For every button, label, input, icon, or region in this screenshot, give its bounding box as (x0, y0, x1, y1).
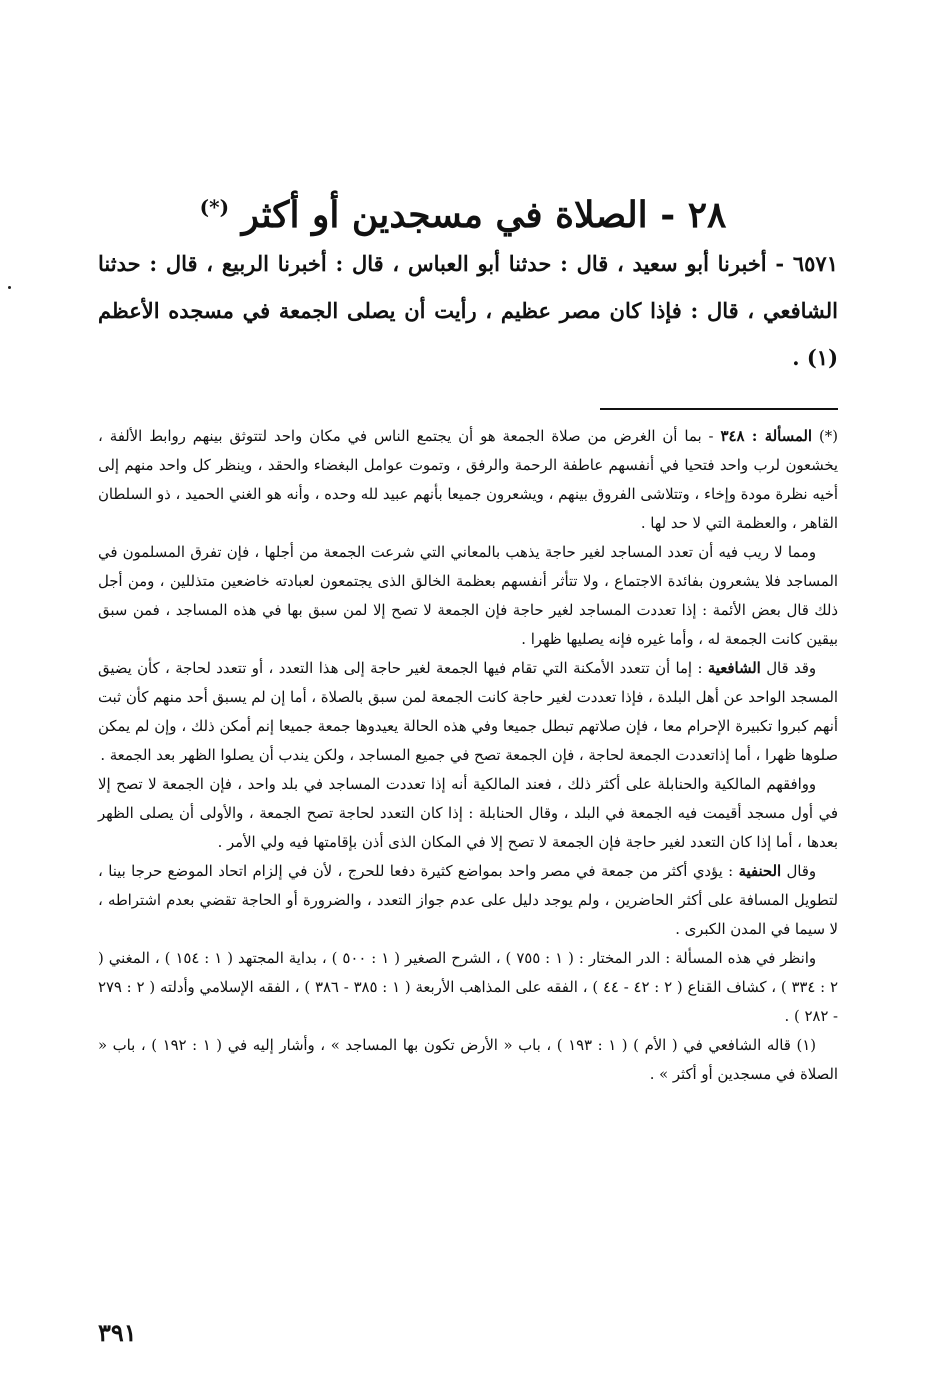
note-p3-lead: وقد قال (760, 660, 816, 677)
note-p5-text: : يؤدي أكثر من جمعة في مصر واحد بمواضع كثيرة دفعا للحرج ، لأن في إلزام اتحاد الموضع حرجا بينا ، لتطويل المسافة على أكثر الحاضرين ، ولم يوجد دليل على عدم جواز التعدد ، والضرورة أو الحاجة تقضي بعدم اشتراطه ، لا سيما في المدن الكبرى . (98, 863, 838, 938)
footnote-separator (600, 408, 838, 410)
note-star-marker: (*) (819, 428, 838, 445)
note-star (98, 422, 838, 538)
note-paragraph-4: ووافقهم المالكية والحنابلة على أكثر ذلك ، فعند المالكية أنه إذا تعددت المساجد في بلد واحد ، فإن الجمعة لا تصح إلا في أول مسجد أقيمت فيه الجمعة في البلد ، وقال الحنابلة : إذا كان التعدد لحاجة تصح الجمعة ، والأولى أن يصلى الظهر بعدها ، أما إذا كان التعدد لغير حاجة فإن الجمعة لا تصح إلا في المكان الذى أذن بإقامتها فيه ولي الأمر . (98, 776, 838, 851)
chapter-footnote-marker: (*) (199, 195, 230, 219)
page-number: ٣٩١ (98, 1318, 137, 1347)
note-star-text: - بما أن الغرض من صلاة الجمعة هو أن يجتمع الناس في مكان واحد لتتوثق بينهم روابط الألفة ، يخشعون لرب واحد فتحيا في أنفسهم عاطفة الرحمة والرفق ، وتموت عوامل البغضاء والحقد ، وينظر كل واحد منهم إلى أخيه نظرة مودة وإخاء ، وتتلاشى الفروق بينهم ، ويشعرون جميعا بأنهم عبيد لله وحده ، وأنه هو الغني الحميد ، ذو السلطان القاهر ، والعظمة التي لا حد لها . (98, 428, 838, 532)
note-paragraph-2: ومما لا ريب فيه أن تعدد المساجد لغير حاجة يذهب بالمعاني التي شرعت الجمعة من أجلها ، فإن تفرق المسلمون في المساجد فلا يشعرون بفائدة الاجتماع ، ولا تتأثر أنفسهم بعظمة الخالق الذى يجتمعون لعبادته خاضعين متذللين ، ومن أجل ذلك قال بعض الأئمة : إذا تعددت المساجد لغير حاجة فإن الجمعة لا تصح إلا لمن سبق بها في هذه المساجد ، فمن سبق بيقين كانت الجمعة له ، وأما غيره فإنه يصليها ظهرا . (98, 544, 838, 648)
note-paragraph-6: وانظر في هذه المسألة : الدر المختار : ( ١ : ٧٥٥ ) ، الشرح الصغير ( ١ : ٥٠٠ ) ، بداية المجتهد ( ١ : ١٥٤ ) ، المغني ( ٢ : ٣٣٤ ) ، كشاف القناع ( ٢ : ٤٢ - ٤٤ ) ، الفقه على المذاهب الأربعة ( ١ : ٣٨٥ - ٣٨٦ ) ، الفقه الإسلامي وأدلته ( ٢ : ٢٧٩ - ٢٨٢ ) . (98, 950, 838, 1025)
note-star-label: المسألة : ٣٤٨ (720, 428, 813, 445)
note-1: (١) قاله الشافعي في ( الأم ) ( ١ : ١٩٣ ) ، باب « الأرض تكون بها المساجد » ، وأشار إليه في ( ١ : ١٩٢ ) ، باب « الصلاة في مسجدين أو أكثر » . (98, 1037, 838, 1083)
note-paragraph-5 (98, 857, 838, 944)
note-p5-lead: وقال (781, 863, 816, 880)
hadith-text: ٦٥٧١ - أخبرنا أبو سعيد ، قال : حدثنا أبو العباس ، قال : أخبرنا الربيع ، قال : حدثنا الشافعي ، قال : فإذا كان مصر عظيم ، رأيت أن يصلى الجمعة في مسجده الأعظم (١) . (98, 251, 838, 370)
note-p3-label: الشافعية (707, 660, 761, 677)
margin-speck (8, 286, 11, 289)
note-paragraph-3 (98, 654, 838, 770)
footnotes (98, 422, 838, 1089)
chapter-title-text: ٢٨ - الصلاة في مسجدين أو أكثر (241, 194, 727, 236)
note-p5-label: الحنفية (738, 863, 782, 880)
note-p3-text: : إما أن تتعدد الأمكنة التي تقام فيها الجمعة لغير حاجة إلى هذا التعدد ، أو تتعدد لحاجة ، كأن يضيق المسجد الواحد عن أهل البلدة ، فإذا تعددت لغير حاجة كانت الجمعة لمن سبق بالصلاة ، أما إن لم يسبق أحد منهم كأن ثبت أنهم كبروا تكبيرة الإحرام معا ، فإن صلاتهم تبطل جميعا وفي هذه الحالة يعيدوها جمعة جميعا إنم أمكن ذلك ، وإن لم يمكن صلوها ظهرا ، أما إذاتعددت الجمعة لحاجة ، فإن الجمعة تصح في جميع المساجد ، ولكن يندب أن يصلوا الظهر بعد الجمعة . (98, 660, 838, 764)
chapter-title (170, 172, 756, 242)
